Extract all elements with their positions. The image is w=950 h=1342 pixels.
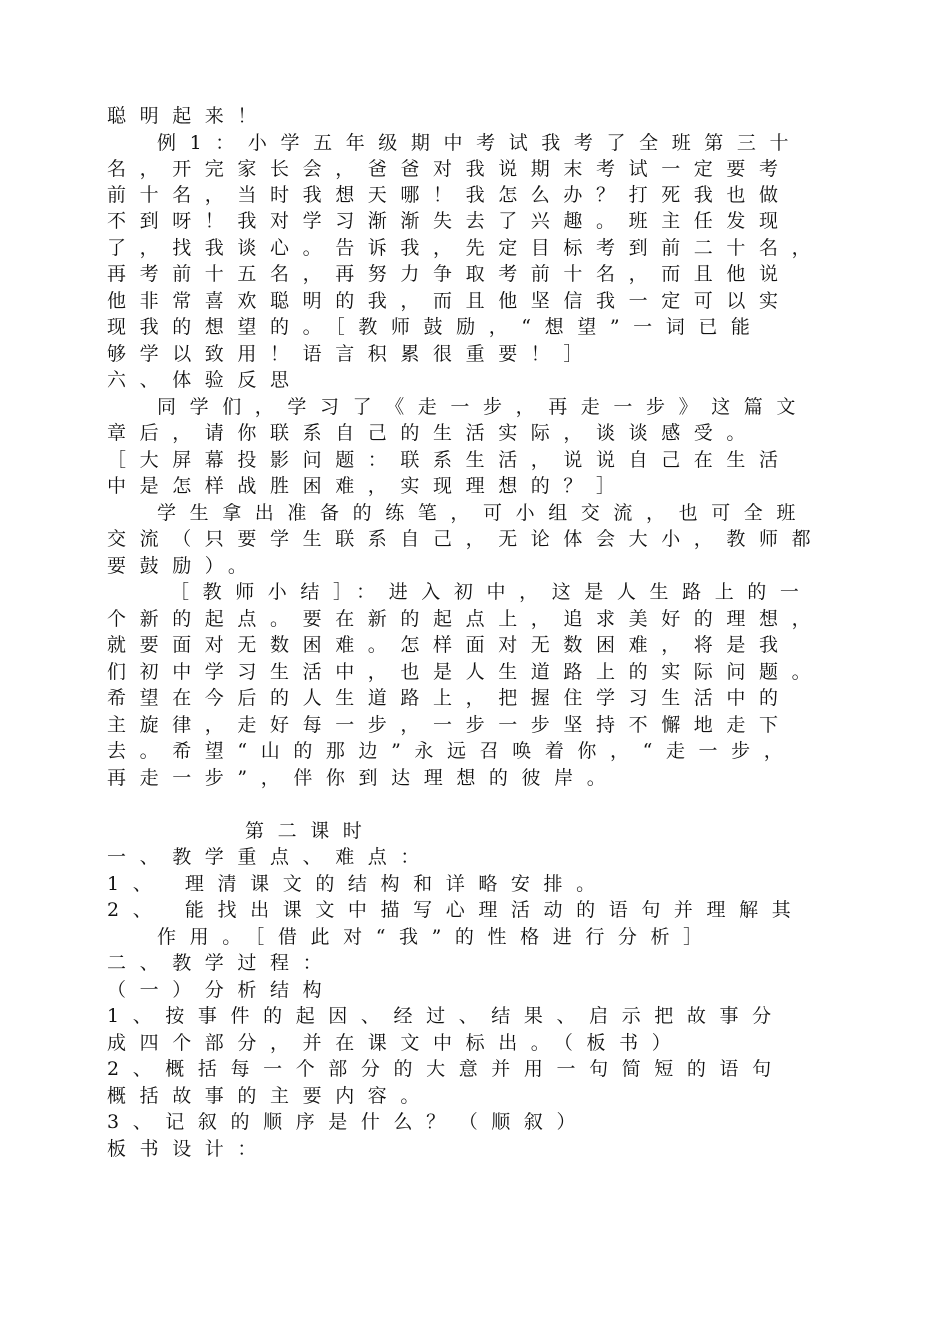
text-line: 们初中学习生活中，也是人生道路上的实际问题。 bbox=[107, 661, 825, 683]
text-line: 个新的起点。要在新的起点上，追求美好的理想， bbox=[107, 608, 825, 630]
section-heading: 二、教学过程： bbox=[107, 952, 336, 974]
text-line: 交流（只要学生联系自己，无论体会大小，教师都 bbox=[107, 528, 825, 550]
text-line: 作用。［借此对“我”的性格进行分析］ bbox=[157, 926, 716, 948]
text-line: 再走一步”，伴你到达理想的彼岸。 bbox=[107, 767, 620, 789]
list-item: 2、概括每一个部分的大意并用一句简短的语句 bbox=[107, 1058, 785, 1080]
text-line: 要鼓励）。 bbox=[107, 555, 261, 577]
lesson-title: 第二课时 bbox=[245, 820, 376, 842]
text-line: ［大屏幕投影问题：联系生活，说说自己在生活 bbox=[107, 449, 792, 471]
text-line: 他非常喜欢聪明的我，而且他坚信我一定可以实 bbox=[107, 290, 792, 312]
list-item: 2、 能找出课文中描写心理活动的语句并理解其 bbox=[107, 899, 805, 921]
text-line: 名，开完家长会，爸爸对我说期末考试一定要考 bbox=[107, 158, 792, 180]
text-line: 聪明起来！ bbox=[107, 105, 271, 127]
list-item: 3、记叙的顺序是什么？（顺叙） bbox=[107, 1111, 590, 1133]
text-line: 概括故事的主要内容。 bbox=[107, 1085, 434, 1107]
text-line: 够学以致用！语言积累很重要！］ bbox=[107, 343, 597, 365]
text-line: 同学们，学习了《走一步，再走一步》这篇文 bbox=[157, 396, 810, 418]
text-line: 就要面对无数困难。怎样面对无数困难，将是我 bbox=[107, 634, 792, 656]
text-line: 主旋律，走好每一步，一步一步坚持不懈地走下 bbox=[107, 714, 792, 736]
text-line: 再考前十五名，再努力争取考前十名，而且他说 bbox=[107, 263, 792, 285]
text-line: 去。希望“山的那边”永远召唤着你，“走一步， bbox=[107, 740, 797, 762]
text-line: 章后，请你联系自己的生活实际，谈谈感受。 bbox=[107, 422, 760, 444]
text-line: ［教师小结］：进入初中，这是人生路上的一 bbox=[170, 581, 813, 603]
text-line: 成四个部分，并在课文中标出。（板书） bbox=[107, 1032, 685, 1054]
text-line: 希望在今后的人生道路上，把握住学习生活中的 bbox=[107, 687, 792, 709]
text-line: 板书设计： bbox=[107, 1138, 271, 1160]
text-line: 不到呀！我对学习渐渐失去了兴趣。班主任发现 bbox=[107, 210, 792, 232]
text-line: 现我的想望的。［教师鼓励，“想望”一词已能 bbox=[107, 316, 764, 338]
text-line: 学生拿出准备的练笔，可小组交流，也可全班 bbox=[157, 502, 810, 524]
text-line: 中是怎样战胜困难，实现理想的？］ bbox=[107, 475, 629, 497]
section-heading: 六、体验反思 bbox=[107, 369, 303, 391]
section-heading: 一、教学重点、难点： bbox=[107, 846, 434, 868]
text-line: 了，找我谈心。告诉我，先定目标考到前二十名， bbox=[107, 237, 825, 259]
list-item: 1、 理清课文的结构和详略安排。 bbox=[107, 873, 609, 895]
text-line: 例1：小学五年级期中考试我考了全班第三十 bbox=[157, 132, 803, 154]
text-line: 前十名，当时我想天哪！我怎么办？打死我也做 bbox=[107, 184, 792, 206]
list-item: 1、按事件的起因、经过、结果、启示把故事分 bbox=[107, 1005, 785, 1027]
subsection-heading: （一）分析结构 bbox=[107, 979, 336, 1001]
